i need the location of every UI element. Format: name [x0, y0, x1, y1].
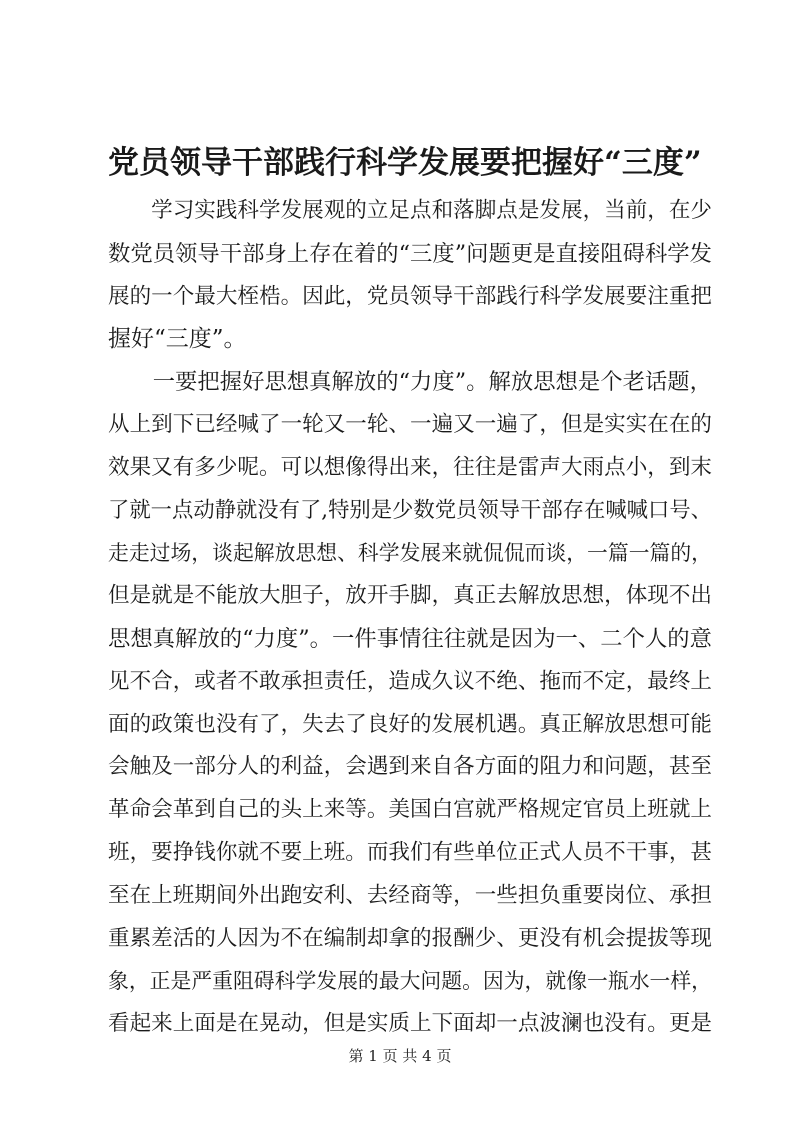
text-line: 至在上班期间外出跑安利、去经商等，一些担负重要岗位、承担	[108, 882, 712, 908]
text-line: 一要把握好思想真解放的“力度”。解放思想是个老话题，	[108, 369, 712, 396]
paragraph	[108, 190, 712, 361]
page-number: 第 1 页 共 4 页	[348, 1047, 452, 1065]
text-line: 数党员领导干部身上存在着的“三度”问题更是直接阻碍科学发	[108, 240, 712, 267]
text-line: 见不合，或者不敢承担责任，造成久议不绝、拖而不定，最终上	[108, 668, 712, 694]
text-line: 重累差活的人因为不在编制却拿的报酬少、更没有机会提拔等现	[108, 925, 712, 951]
document-body	[108, 190, 712, 1046]
text-line: 班，要挣钱你就不要上班。而我们有些单位正式人员不干事，甚	[108, 839, 712, 865]
text-line: 但是就是不能放大胆子，放开手脚，真正去解放思想，体现不出	[108, 583, 712, 609]
text-line: 从上到下已经喊了一轮又一轮、一遍又一遍了，但是实实在在的	[108, 411, 712, 437]
text-line: 思想真解放的“力度”。一件事情往往就是因为一、二个人的意	[108, 625, 712, 652]
text-line: 看起来上面是在晃动，但是实质上下面却一点波澜也没有。更是	[108, 1011, 712, 1037]
text-line: 效果又有多少呢。可以想像得出来，往往是雷声大雨点小，到末	[108, 454, 712, 480]
text-line: 展的一个最大桎梏。因此，党员领导干部践行科学发展要注重把	[108, 283, 712, 309]
text-line: 象，正是严重阻碍科学发展的最大问题。因为，就像一瓶水一样，	[108, 969, 713, 994]
text-line: 面的政策也没有了，失去了良好的发展机遇。真正解放思想可能	[108, 711, 712, 737]
text-line: 了就一点动静就没有了,特别是少数党员领导干部存在喊喊口号、	[108, 497, 712, 523]
paragraph	[108, 361, 712, 1046]
document-title: 党员领导干部践行科学发展要把握好“三度”	[108, 145, 702, 181]
text-line: 学习实践科学发展观的立足点和落脚点是发展，当前，在少	[108, 198, 712, 223]
text-line: 握好“三度”。	[108, 326, 247, 353]
text-line: 走走过场，谈起解放思想、科学发展来就侃侃而谈，一篇一篇的，	[108, 541, 713, 566]
text-line: 会触及一部分人的利益，会遇到来自各方面的阻力和问题，甚至	[108, 754, 712, 780]
text-line: 革命会革到自己的头上来等。美国白宫就严格规定官员上班就上	[108, 797, 712, 823]
